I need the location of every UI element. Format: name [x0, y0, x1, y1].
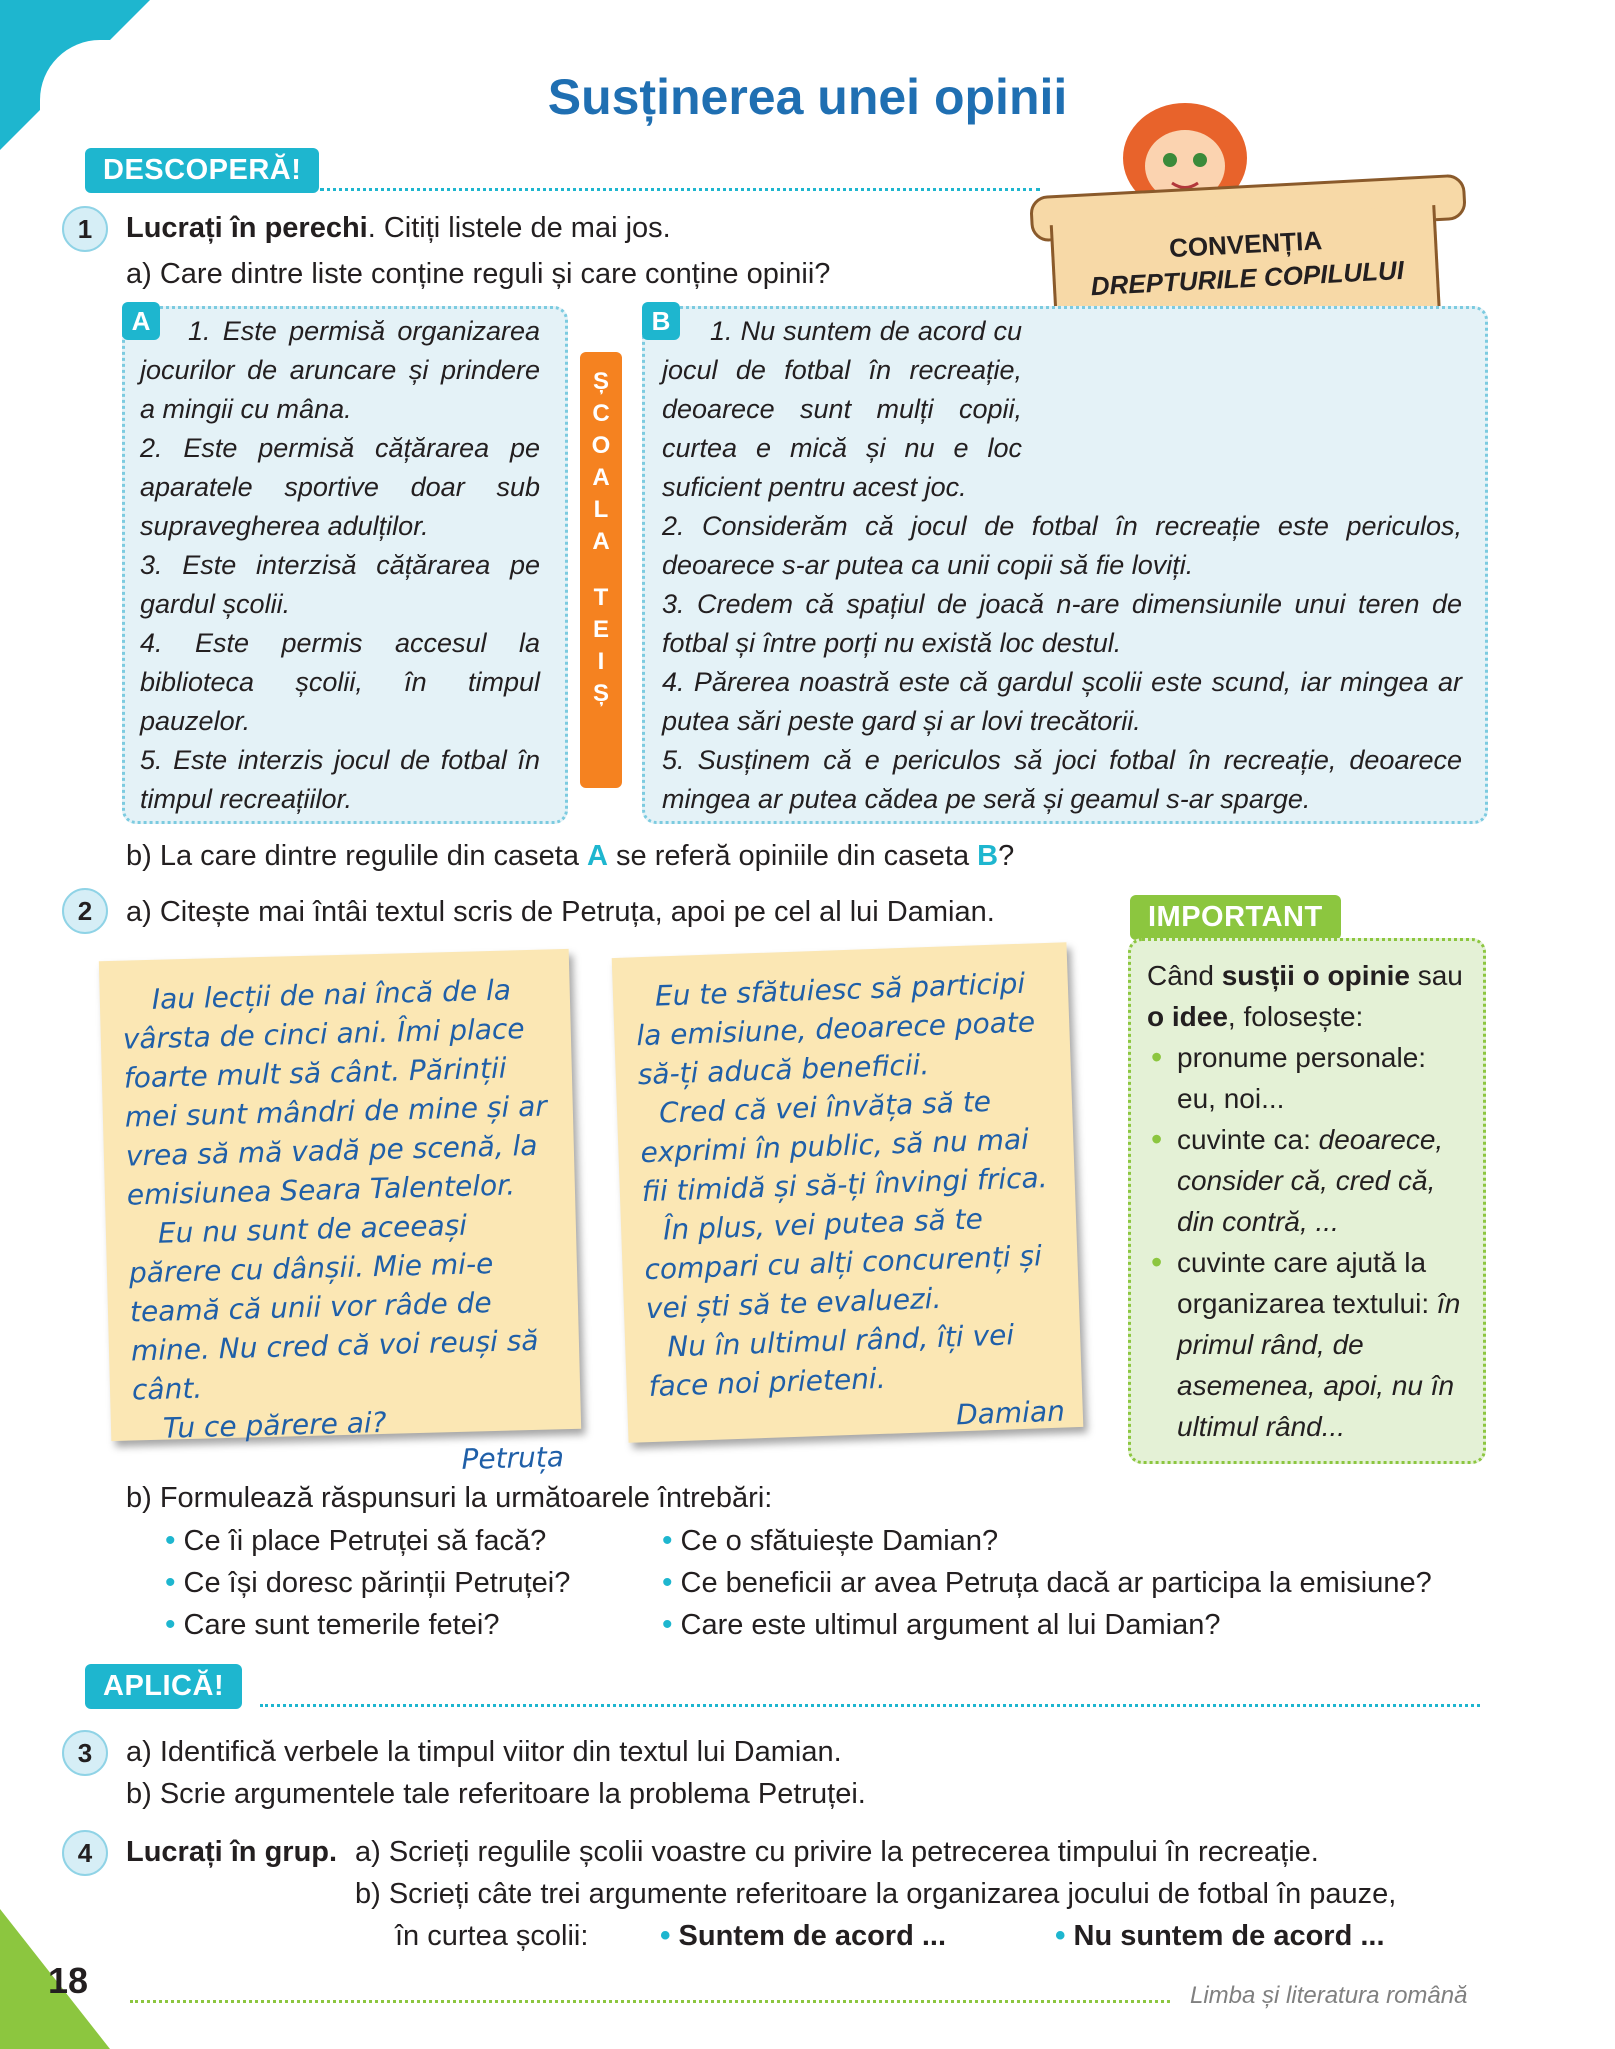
- exercise-number-3: 3: [62, 1730, 108, 1776]
- exercise-number-1: 1: [62, 206, 108, 252]
- exercise-1b-ref-a: A: [587, 840, 608, 872]
- box-b-item: 2. Considerăm că jocul de fotbal în recreație este periculos, deoarece s-ar putea ca unii copii să fie loviți.: [662, 511, 1462, 580]
- section-tag-discover: DESCOPERĂ!: [85, 148, 319, 193]
- question-item: [662, 1604, 1432, 1646]
- note-damian-signature: Damian: [955, 1394, 1066, 1432]
- note-damian-p2: Cred că vei învăța să te exprimi în public, să nu mai fii timidă și să-ți învingi frica.: [639, 1084, 1049, 1209]
- vertical-letter: Ș: [592, 680, 609, 707]
- questions-right: [662, 1520, 1432, 1646]
- exercise-4-option-agree: [660, 1916, 946, 1956]
- exercise-1a: a) Care dintre liste conține reguli și care conține opinii?: [126, 258, 831, 290]
- question-item: [165, 1562, 570, 1604]
- note-petruta-p1: Iau lecții de nai încă de la vârsta de cinci ani. Îmi place foarte mult să cânt. Părinții mei sunt mândri de mine și ar vrea să mă vadă pe scenă, la emisiunea Seara Talentelor.: [122, 973, 548, 1212]
- bullet-icon: •: [165, 1524, 176, 1557]
- important-intro-text: Când: [1147, 960, 1222, 991]
- school-name-vertical-label: [580, 352, 622, 788]
- box-b-list-top: [662, 312, 1022, 507]
- vertical-letter: A: [592, 464, 610, 491]
- question-item: [662, 1562, 1432, 1604]
- bullet-icon: •: [165, 1608, 176, 1641]
- bullet-icon: •: [165, 1566, 176, 1599]
- important-item-italic: în primul rând, de asemenea, apoi, nu în ultimul rând...: [1177, 1288, 1461, 1442]
- footer-subject: Limba și literatura română: [1190, 1982, 1468, 2009]
- question-text: Ce îi place Petruței să facă?: [183, 1525, 547, 1557]
- box-b-list: [662, 507, 1462, 819]
- vertical-letter: Ș: [592, 368, 609, 395]
- question-text: Care sunt temerile fetei?: [183, 1609, 500, 1641]
- box-a-list: [140, 312, 540, 819]
- important-item-text: cuvinte ca:: [1177, 1124, 1319, 1155]
- option-text: Suntem de acord ...: [678, 1920, 947, 1952]
- note-petruta: [99, 949, 581, 1476]
- exercise-4-lead: [126, 1832, 337, 1872]
- box-b-label: B: [642, 302, 680, 340]
- vertical-letter: T: [593, 584, 609, 611]
- vertical-letter: L: [593, 496, 609, 523]
- page-title: Susținerea unei opinii: [547, 69, 1068, 125]
- question-item: [165, 1604, 570, 1646]
- box-a-item: 5. Este interzis jocul de fotbal în timpul recreațiilor.: [140, 745, 540, 814]
- bullet-icon: •: [662, 1524, 673, 1557]
- box-b-item: 3. Credem că spațiul de joacă n-are dimensiunile unui teren de fotbal și între porți nu există loc destul.: [662, 589, 1462, 658]
- note-damian: [612, 942, 1084, 1443]
- important-intro-bold: o idee: [1147, 1001, 1228, 1032]
- page-number: 18: [48, 1960, 89, 2001]
- exercise-3b: b) Scrie argumentele tale referitoare la problema Petruței.: [126, 1778, 866, 1810]
- vertical-letter: E: [592, 616, 609, 643]
- box-a-label: A: [122, 302, 160, 340]
- vertical-letter: O: [591, 432, 611, 459]
- question-text: Ce o sfătuiește Damian?: [680, 1525, 999, 1557]
- important-intro-text: sau: [1409, 960, 1463, 991]
- exercise-1b-ref-b: B: [977, 840, 999, 872]
- note-petruta-text: [121, 969, 564, 1487]
- exercise-1-lead: Lucrați în perechi: [126, 212, 368, 244]
- note-damian-p4: Nu în ultimul rând, îți vei face noi prieteni.: [648, 1318, 1015, 1404]
- exercise-1b-text: se referă opiniile din caseta: [608, 840, 978, 872]
- section-divider: [260, 1704, 1480, 1707]
- important-item-text: cuvinte care ajută la organizarea textului:: [1177, 1247, 1437, 1319]
- important-item-italic: deoarece, consider că, cred că, din contră, ...: [1177, 1124, 1444, 1237]
- scroll-line-2: DREPTURILE COPILULUI: [1090, 254, 1405, 302]
- exercise-2a: a) Citește mai întâi textul scris de Petruța, apoi pe cel al lui Damian.: [126, 896, 995, 928]
- vertical-letter: A: [592, 528, 610, 555]
- questions-left: [165, 1520, 570, 1646]
- bullet-icon: •: [662, 1608, 673, 1641]
- question-text: Ce își doresc părinții Petruței?: [183, 1567, 571, 1599]
- important-intro-text: , folosește:: [1227, 1001, 1364, 1032]
- important-content: [1131, 941, 1483, 1461]
- box-b-item: 4. Părerea noastră este că gardul școlii este scund, iar mingea ar putea sări peste gard și ar lovi trecătorii.: [662, 667, 1462, 736]
- box-b-item: 1. Nu suntem de acord cu jocul de fotbal în recreație, deoarece sunt mulți copii, curtea e mică și nu e loc suficient pentru acest joc.: [662, 316, 1022, 502]
- exercise-4-option-disagree: [1055, 1916, 1385, 1956]
- question-text: Ce beneficii ar avea Petruța dacă ar participa la emisiune?: [680, 1567, 1432, 1599]
- exercise-4a: a) Scrieți regulile școlii voastre cu privire la petrecerea timpului în recreație.: [355, 1836, 1319, 1868]
- important-tag: IMPORTANT: [1130, 895, 1341, 940]
- section-tag-apply: APLICĂ!: [85, 1664, 242, 1709]
- note-damian-p1: Eu te sfătuiesc să participi la emisiune, deoarece poate să-ți aducă beneficii.: [635, 966, 1036, 1092]
- exercise-number-4: 4: [62, 1830, 108, 1876]
- note-damian-text: [634, 963, 1065, 1445]
- exercise-number-2: 2: [62, 888, 108, 934]
- footer-divider: [130, 2000, 1170, 2003]
- box-a-item: 1. Este permisă organizarea jocurilor de aruncare și prindere a mingii cu mâna.: [140, 316, 540, 424]
- important-item: [1177, 1119, 1467, 1242]
- note-petruta-p3: Tu ce părere ai?: [162, 1405, 387, 1445]
- note-damian-p3: În plus, vei putea să te compari cu alți concurenți și vei ști să te evaluezi.: [643, 1202, 1043, 1326]
- note-petruta-signature: Petruța: [461, 1440, 565, 1476]
- vertical-letter: C: [592, 400, 610, 427]
- box-a-item: 4. Este permis accesul la biblioteca școlii, în timpul pauzelor.: [140, 628, 540, 736]
- exercise-4b: b) Scrieți câte trei argumente referitoare la organizarea jocului de fotbal în pauze,: [355, 1878, 1397, 1910]
- exercise-1b-text: b) La care dintre regulile din caseta: [126, 840, 588, 872]
- box-a-item: 2. Este permisă cățărarea pe aparatele sportive doar sub supravegherea adulților.: [140, 433, 540, 541]
- important-list: [1147, 1037, 1467, 1447]
- scroll-line-1: CONVENȚIA: [1168, 225, 1323, 264]
- important-intro-bold: susții o opinie: [1221, 960, 1410, 991]
- box-b-item: 5. Susținem că e periculos să joci fotbal în recreație, deoarece mingea ar putea cădea pe seră și geamul s-ar sparge.: [662, 745, 1462, 814]
- bullet-icon: •: [660, 1919, 671, 1952]
- important-item: [1177, 1242, 1467, 1447]
- question-item: [165, 1520, 570, 1562]
- box-a-item: 3. Este interzisă cățărarea pe gardul școlii.: [140, 550, 540, 619]
- exercise-4-lead-bold: Lucrați în grup.: [126, 1836, 338, 1868]
- important-item: • pronume personale: eu, noi...: [1177, 1037, 1467, 1119]
- bullet-icon: •: [662, 1566, 673, 1599]
- exercise-1-rest: . Citiți listele de mai jos.: [367, 212, 671, 244]
- exercise-1b: [126, 836, 1014, 876]
- section-divider: [320, 188, 1040, 191]
- important-box: [1128, 938, 1486, 1464]
- question-item: [662, 1520, 1432, 1562]
- exercise-3a: a) Identifică verbele la timpul viitor din textul lui Damian.: [126, 1736, 842, 1768]
- exercise-2b: b) Formulează răspunsuri la următoarele întrebări:: [126, 1482, 773, 1514]
- option-text: Nu suntem de acord ...: [1073, 1920, 1385, 1952]
- vertical-letter: I: [597, 648, 605, 675]
- exercise-1b-text: ?: [998, 840, 1015, 872]
- exercise-1-instruction: [126, 208, 671, 248]
- note-petruta-p2: Eu nu sunt de aceeași părere cu dânșii. Mie mi-e teamă că unii vor râde de mine. Nu cred că voi reuși să cânt.: [128, 1208, 539, 1407]
- exercise-4c: în curtea școlii:: [395, 1920, 589, 1952]
- question-text: Care este ultimul argument al lui Damian?: [680, 1609, 1221, 1641]
- important-intro: [1147, 955, 1467, 1037]
- vertical-spacer: [580, 558, 622, 582]
- bullet-icon: •: [1055, 1919, 1066, 1952]
